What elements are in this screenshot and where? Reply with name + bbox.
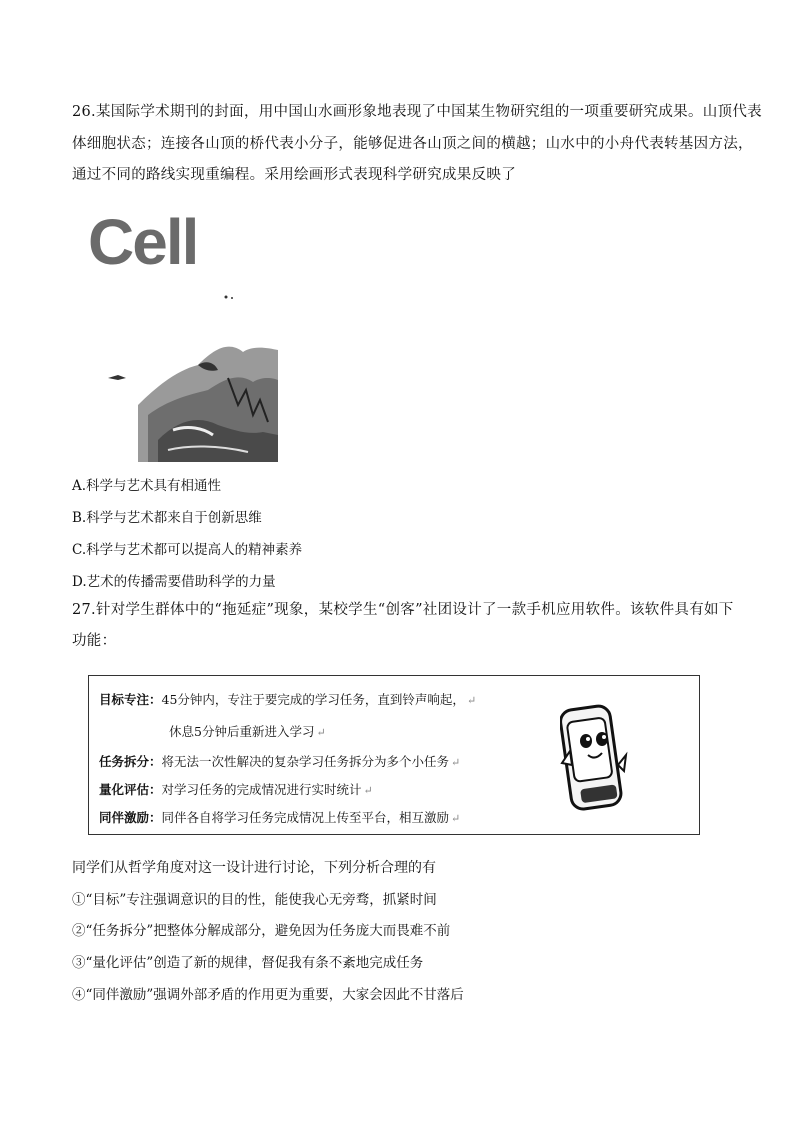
journal-cover-image bbox=[78, 200, 278, 462]
q26-option-d[interactable]: D.艺术的传播需要借助科学的力量 bbox=[72, 574, 276, 590]
feature-row-focus-cont bbox=[169, 722, 326, 740]
feature-row-split bbox=[99, 752, 460, 770]
q27-stem-line-1: 27.针对学生群体中的“拖延症”现象，某校学生“创客”社团设计了一款手机应用软件。该软件具有如下 bbox=[72, 602, 734, 618]
q27-statement-4[interactable]: ④“同伴激励”强调外部矛盾的作用更为重要，大家会因此不甘落后 bbox=[72, 987, 464, 1003]
cartoon-phone-icon bbox=[560, 703, 630, 815]
q26-option-c[interactable]: C.科学与艺术都可以提高人的精神素养 bbox=[72, 542, 303, 558]
feature-text: 45分钟内，专注于要完成的学习任务，直到铃声响起， bbox=[161, 692, 465, 707]
q27-prompt: 同学们从哲学角度对这一设计进行讨论，下列分析合理的有 bbox=[72, 860, 436, 876]
feature-key: 任务拆分： bbox=[99, 754, 162, 769]
return-mark: ↵ bbox=[363, 784, 373, 797]
feature-text: 对学习任务的完成情况进行实时统计 bbox=[161, 782, 362, 797]
q26-option-b[interactable]: B.科学与艺术都来自于创新思维 bbox=[72, 510, 262, 526]
q26-stem-line-1: 26.某国际学术期刊的封面，用中国山水画形象地表现了中国某生物研究组的一项重要研究成果。山顶代表 bbox=[72, 104, 762, 120]
feature-key: 目标专注： bbox=[99, 692, 162, 707]
return-mark: ↵ bbox=[451, 812, 461, 825]
feature-row-focus bbox=[99, 690, 476, 708]
q27-statement-2[interactable]: ②“任务拆分”把整体分解成部分，避免因为任务庞大而畏难不前 bbox=[72, 923, 451, 939]
cover-title: Cell bbox=[88, 206, 198, 278]
return-mark: ↵ bbox=[316, 726, 326, 739]
q26-option-a[interactable]: A.科学与艺术具有相通性 bbox=[72, 478, 222, 494]
feature-key: 量化评估： bbox=[99, 782, 162, 797]
return-mark: ↵ bbox=[466, 694, 477, 707]
landscape-painting bbox=[78, 200, 278, 462]
feature-text: 同伴各自将学习任务完成情况上传至平台，相互激励 bbox=[161, 810, 450, 825]
return-mark: ↵ bbox=[451, 756, 461, 769]
q27-statement-1[interactable]: ①“目标”专注强调意识的目的性，能使我心无旁骛，抓紧时间 bbox=[72, 892, 437, 908]
q26-stem-line-2: 体细胞状态；连接各山顶的桥代表小分子，能够促进各山顶之间的横越；山水中的小舟代表转基因方法， bbox=[72, 136, 753, 152]
feature-row-quantify bbox=[99, 780, 373, 798]
q27-stem-line-2: 功能： bbox=[72, 633, 117, 649]
feature-text: 休息5分钟后重新进入学习 bbox=[169, 724, 315, 739]
q26-stem-line-3: 通过不同的路线实现重编程。采用绘画形式表现科学研究成果反映了 bbox=[72, 167, 516, 183]
feature-row-peer bbox=[99, 808, 460, 826]
q27-statement-3[interactable]: ③“量化评估”创造了新的规律，督促我有条不紊地完成任务 bbox=[72, 955, 424, 971]
feature-key: 同伴激励： bbox=[99, 810, 162, 825]
feature-text: 将无法一次性解决的复杂学习任务拆分为多个小任务 bbox=[161, 754, 450, 769]
